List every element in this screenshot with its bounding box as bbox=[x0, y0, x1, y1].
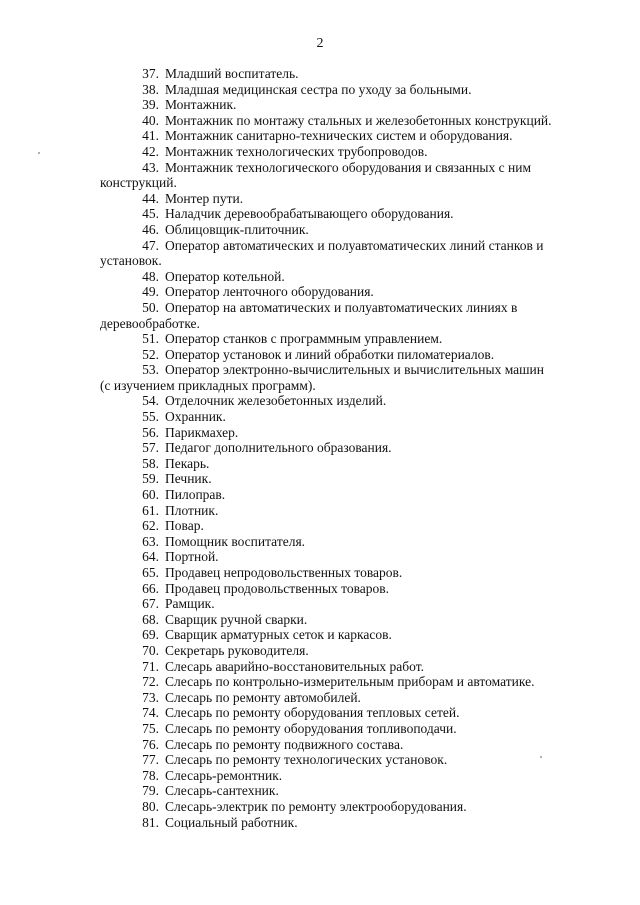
item-number: 61. bbox=[142, 502, 159, 518]
list-item bbox=[117, 752, 603, 768]
item-number: 79. bbox=[142, 783, 159, 799]
item-text: Печник. bbox=[165, 471, 212, 487]
item-text: Монтажник. bbox=[165, 97, 237, 113]
list-item bbox=[117, 581, 603, 597]
item-number: 53. bbox=[142, 362, 159, 378]
item-text: Оператор электронно-вычислительных и вычислительных машин bbox=[165, 362, 544, 378]
item-text: Слесарь по контрольно-измерительным приборам и автоматике. bbox=[165, 674, 535, 690]
item-text: Младший воспитатель. bbox=[165, 66, 299, 81]
list-item bbox=[117, 393, 603, 409]
item-number: 70. bbox=[142, 642, 159, 658]
item-text-continuation: конструкций. bbox=[100, 175, 177, 191]
item-number: 78. bbox=[142, 767, 159, 783]
item-number: 66. bbox=[142, 580, 159, 596]
item-number: 69. bbox=[142, 627, 159, 643]
item-number: 54. bbox=[142, 393, 159, 409]
item-text: Слесарь по ремонту оборудования тепловых сетей. bbox=[165, 705, 460, 721]
list-item bbox=[117, 128, 603, 144]
item-number: 50. bbox=[142, 299, 159, 315]
list-item bbox=[117, 206, 603, 222]
item-number: 57. bbox=[142, 440, 159, 456]
page-number: 2 bbox=[316, 36, 324, 51]
item-number: 51. bbox=[142, 331, 159, 347]
item-text: Сварщик ручной сварки. bbox=[165, 611, 308, 627]
profession-list bbox=[100, 66, 603, 830]
list-item bbox=[117, 409, 603, 425]
list-item bbox=[117, 565, 603, 581]
item-text-continuation: установок. bbox=[100, 253, 162, 269]
list-item bbox=[117, 674, 603, 690]
item-number: 68. bbox=[142, 611, 159, 627]
item-text: Слесарь по ремонту подвижного состава. bbox=[165, 736, 404, 752]
item-number: 77. bbox=[142, 752, 159, 768]
item-text: Рамщик. bbox=[165, 596, 215, 612]
item-number: 67. bbox=[142, 596, 159, 612]
list-item bbox=[117, 191, 603, 207]
item-text: Оператор на автоматических и полуавтоматических линиях в bbox=[165, 299, 518, 315]
item-text: Помощник воспитателя. bbox=[165, 533, 306, 549]
list-item bbox=[117, 783, 603, 799]
item-text: Слесарь по ремонту технологических установок. bbox=[165, 752, 448, 768]
item-number: 39. bbox=[142, 97, 159, 113]
list-item bbox=[117, 331, 603, 347]
item-text-continuation: (с изучением прикладных программ). bbox=[100, 377, 316, 393]
item-text-continuation: деревообработке. bbox=[100, 315, 200, 331]
item-text: Монтажник по монтажу стальных и железобетонных конструкций. bbox=[165, 112, 552, 128]
list-item bbox=[117, 627, 603, 643]
item-number: 48. bbox=[142, 268, 159, 284]
item-number: 47. bbox=[142, 237, 159, 253]
item-number: 80. bbox=[142, 798, 159, 814]
list-item bbox=[117, 269, 603, 285]
list-item bbox=[117, 82, 603, 98]
list-item bbox=[117, 487, 603, 503]
list-item bbox=[117, 534, 603, 550]
item-text: Оператор ленточного оборудования. bbox=[165, 284, 374, 300]
list-item bbox=[117, 97, 603, 113]
item-text: Оператор котельной. bbox=[165, 268, 285, 284]
item-number: 63. bbox=[142, 533, 159, 549]
item-number: 58. bbox=[142, 455, 159, 471]
scan-speck bbox=[38, 152, 40, 154]
item-text: Продавец непродовольственных товаров. bbox=[165, 565, 403, 580]
item-text: Плотник. bbox=[165, 502, 219, 518]
item-text: Повар. bbox=[165, 518, 204, 534]
list-item bbox=[117, 643, 603, 659]
item-number: 49. bbox=[142, 284, 159, 300]
item-text: Сварщик арматурных сеток и каркасов. bbox=[165, 627, 392, 643]
item-number: 55. bbox=[142, 409, 159, 425]
item-text: Оператор автоматических и полуавтоматических линий станков и bbox=[165, 237, 544, 253]
item-number: 81. bbox=[142, 814, 159, 830]
scan-speck bbox=[540, 756, 542, 758]
list-item bbox=[100, 159, 603, 191]
item-text: Оператор станков с программным управлением. bbox=[165, 331, 443, 347]
item-number: 43. bbox=[142, 159, 159, 175]
list-item bbox=[117, 503, 603, 519]
list-item bbox=[117, 659, 603, 675]
item-number: 62. bbox=[142, 518, 159, 534]
list-item bbox=[117, 222, 603, 238]
item-text: Слесарь-ремонтник. bbox=[165, 767, 283, 783]
item-text: Монтажник технологического оборудования и связанных с ним bbox=[165, 159, 531, 175]
item-text: Слесарь по ремонту оборудования топливоподачи. bbox=[165, 720, 457, 736]
item-number: 64. bbox=[142, 549, 159, 565]
item-number: 45. bbox=[142, 206, 159, 222]
item-number: 40. bbox=[142, 112, 159, 128]
item-text: Продавец продовольственных товаров. bbox=[165, 580, 390, 596]
list-item bbox=[117, 456, 603, 472]
item-text: Охранник. bbox=[165, 409, 226, 425]
list-item bbox=[117, 549, 603, 565]
item-text: Портной. bbox=[165, 549, 219, 565]
list-item bbox=[100, 362, 603, 393]
item-text: Слесарь по ремонту автомобилей. bbox=[165, 689, 361, 705]
item-text: Слесарь-электрик по ремонту электрооборудования. bbox=[165, 798, 467, 814]
item-number: 42. bbox=[142, 143, 159, 159]
item-text: Слесарь-сантехник. bbox=[165, 783, 279, 799]
item-text: Парикмахер. bbox=[165, 424, 239, 440]
list-item bbox=[117, 440, 603, 456]
item-text: Младшая медицинская сестра по уходу за больными. bbox=[165, 81, 472, 97]
list-item bbox=[117, 690, 603, 706]
list-item bbox=[117, 425, 603, 441]
item-text: Пекарь. bbox=[165, 455, 210, 471]
list-item bbox=[117, 471, 603, 487]
item-text: Секретарь руководителя. bbox=[165, 642, 309, 658]
item-number: 52. bbox=[142, 346, 159, 362]
item-text: Наладчик деревообрабатывающего оборудования. bbox=[165, 206, 454, 222]
item-text: Монтажник технологических трубопроводов. bbox=[165, 143, 428, 159]
item-number: 71. bbox=[142, 658, 159, 674]
list-item bbox=[117, 347, 603, 363]
list-item bbox=[117, 799, 603, 815]
item-number: 74. bbox=[142, 705, 159, 721]
item-text: Педагог дополнительного образования. bbox=[165, 440, 392, 456]
item-text: Монтажник санитарно-технических систем и оборудования. bbox=[165, 128, 513, 144]
item-text: Оператор установок и линий обработки пиломатериалов. bbox=[165, 346, 495, 362]
item-text: Слесарь аварийно-восстановительных работ. bbox=[165, 658, 424, 674]
list-item bbox=[117, 721, 603, 737]
list-item bbox=[117, 284, 603, 300]
list-item bbox=[117, 113, 603, 129]
list-item bbox=[117, 815, 603, 831]
item-text: Монтер пути. bbox=[165, 190, 244, 206]
list-item bbox=[117, 737, 603, 753]
item-number: 44. bbox=[142, 190, 159, 206]
item-number: 73. bbox=[142, 689, 159, 705]
item-number: 65. bbox=[142, 565, 159, 580]
item-number: 72. bbox=[142, 674, 159, 690]
item-text: Облицовщик-плиточник. bbox=[165, 221, 309, 237]
list-item bbox=[100, 237, 603, 269]
list-item bbox=[117, 518, 603, 534]
item-number: 75. bbox=[142, 720, 159, 736]
list-item bbox=[117, 612, 603, 628]
item-number: 56. bbox=[142, 424, 159, 440]
item-number: 38. bbox=[142, 81, 159, 97]
item-number: 46. bbox=[142, 221, 159, 237]
item-number: 37. bbox=[142, 66, 159, 81]
list-item bbox=[117, 144, 603, 160]
item-text: Социальный работник. bbox=[165, 814, 298, 830]
item-text: Отделочник железобетонных изделий. bbox=[165, 393, 387, 409]
list-item bbox=[117, 705, 603, 721]
list-item bbox=[117, 66, 603, 82]
item-number: 76. bbox=[142, 736, 159, 752]
item-text: Пилоправ. bbox=[165, 487, 226, 503]
item-number: 41. bbox=[142, 128, 159, 144]
list-item bbox=[117, 768, 603, 784]
item-number: 60. bbox=[142, 487, 159, 503]
item-number: 59. bbox=[142, 471, 159, 487]
list-item bbox=[100, 299, 603, 331]
list-item bbox=[117, 596, 603, 612]
